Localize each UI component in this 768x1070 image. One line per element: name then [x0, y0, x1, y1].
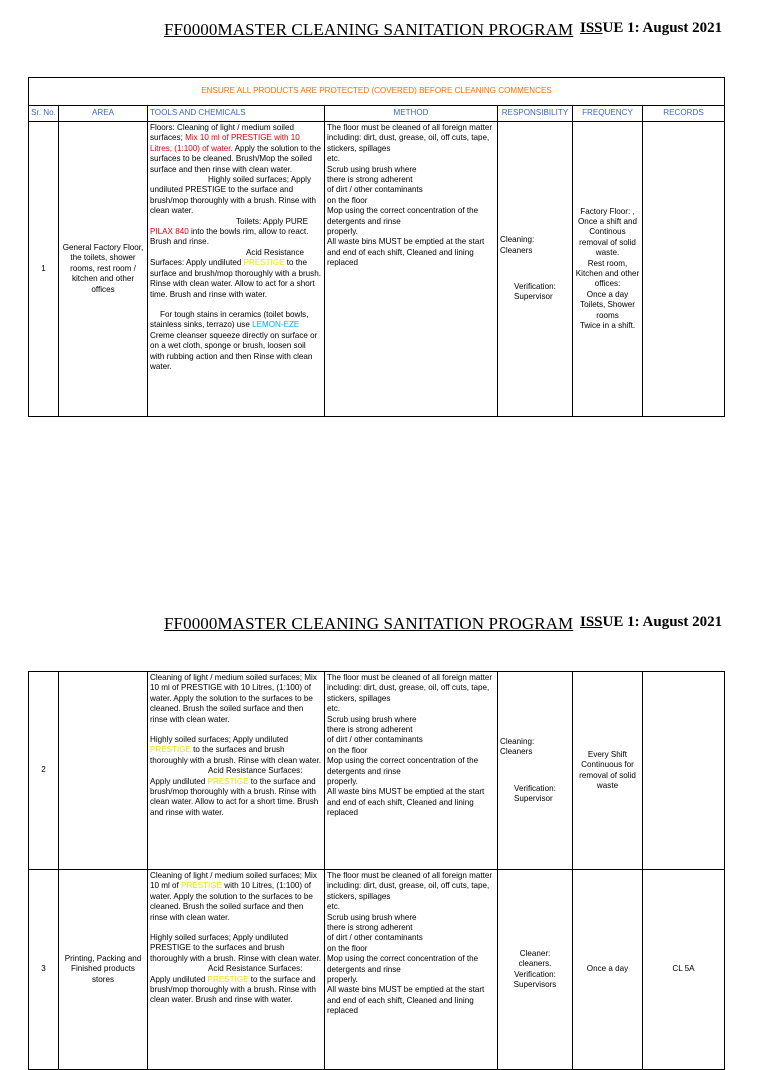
frequency-cell: Every Shift Continuous for removal of solid waste	[573, 672, 643, 870]
tools-text: Cleaning of light / medium soiled surfaces; Mix 10 ml of	[150, 871, 317, 891]
records-cell	[643, 672, 725, 870]
issue-rest: UE 1: August 2021	[602, 20, 723, 36]
tools-cell	[148, 122, 325, 417]
tools-text: to the surface and brush/mop thoroughly with a brush. Rinse with clean water. Allow to act for a short time. Brush and rinse with water.	[150, 776, 319, 817]
area-cell: General Factory Floor, the toilets, shower rooms, rest room / kitchen and other offices	[59, 122, 148, 417]
product-highlight: PRESTIGE	[181, 881, 222, 891]
tools-paragraph	[150, 766, 322, 818]
col-method: METHOD	[325, 106, 498, 122]
tools-paragraph	[150, 871, 322, 923]
sr-no-cell: 3	[29, 870, 59, 1070]
col-responsibility: RESPONSIBILITY	[498, 106, 573, 122]
issue-date	[580, 614, 722, 631]
product-highlight: PRESTIGE	[207, 776, 249, 786]
area-cell	[59, 672, 148, 870]
responsibility-cell	[498, 672, 573, 870]
tools-text: with 10 Litres, (1:100) of water. Apply the solution to the surfaces to be cleaned. Brush the soiled surface and then rinse with clean water.	[150, 881, 313, 922]
responsibility-cleaning: Cleaning: Cleaners	[500, 235, 535, 255]
col-tools: TOOLS AND CHEMICALS	[148, 106, 325, 122]
tools-text: For tough stains in ceramics (toilet bowls, stainless sinks, terrazo) use	[150, 309, 309, 330]
responsibility-verification: Verification: Supervisor	[514, 282, 556, 302]
tools-text: Creme cleanser squeeze directly on surface or on a wet cloth, sponge or brush, loosen soil with rubbing action and then Rinse with clean water.	[150, 330, 318, 371]
issue-rest: UE 1: August 2021	[602, 614, 723, 630]
method-cell: The floor must be cleaned of all foreign matter including: dirt, dust, grease, oil, off cuts, tape, stickers, spillages etc. Scrub using brush where there is strong adherent of dirt / other contaminants on the floor Mop using the correct concentration of the detergents and rinse properly. All waste bins MUST be emptied at the start and end of each shift, Cleaned and lining replaced	[325, 122, 498, 417]
product-highlight: PRESTIGE	[207, 974, 249, 984]
sr-no-cell: 1	[29, 122, 59, 417]
issue-date	[580, 20, 722, 37]
records-cell: CL 5A	[643, 870, 725, 1070]
tools-paragraph	[150, 217, 322, 248]
tools-text: Acid Resistance Surfaces: Apply undiluted	[150, 247, 305, 268]
responsibility-cell	[498, 122, 573, 417]
tools-cell	[148, 672, 325, 870]
tools-paragraph: Cleaning of light / medium soiled surfaces; Mix 10 ml of PRESTIGE with 10 Litres, (1:100) of water. Apply the solution to the surfaces to be cleaned. Brush the soiled surface and then rinse with clean water.	[150, 673, 317, 724]
frequency-cell: Factory Floor: , Once a shift and Continous removal of solid waste. Rest room, Kitchen and other offices: Once a day Toilets, Shower rooms Twice in a shift.	[573, 122, 643, 417]
tools-paragraph: Highly soiled surfaces; Apply undiluted PRESTIGE to the surfaces and brush thoroughly with a brush. Rinse with clean water.	[150, 933, 321, 963]
tools-text: Acid Resistance Surfaces: Apply undiluted	[150, 964, 303, 984]
sanitation-table-page-1	[28, 77, 725, 417]
product-highlight: PILAX 840	[150, 227, 189, 237]
tools-paragraph	[150, 248, 322, 300]
document-title: FF0000MASTER CLEANING SANITATION PROGRAM	[164, 20, 574, 39]
table-row	[29, 122, 725, 417]
col-frequency: FREQUENCY	[573, 106, 643, 122]
tools-paragraph	[150, 964, 322, 1006]
method-cell: The floor must be cleaned of all foreign matter including: dirt, dust, grease, oil, off cuts, tape, stickers, spillages etc. Scrub using brush where there is strong adherent of dirt / other contaminants on the floor Mop using the correct concentration of the detergents and rinse properly. All waste bins MUST be emptied at the start and end of each shift, Cleaned and lining replaced	[325, 672, 498, 870]
page-header	[164, 20, 724, 42]
tools-paragraph	[150, 123, 322, 175]
col-sr-no: Sr. No.	[29, 106, 59, 122]
protection-notice: ENSURE ALL PRODUCTS ARE PROTECTED (COVERED) BEFORE CLEANING COMMENCES	[29, 78, 725, 106]
area-cell: Printing, Packing and Finished products stores	[59, 870, 148, 1070]
banner-row	[29, 78, 725, 106]
method-cell: The floor must be cleaned of all foreign matter including: dirt, dust, grease, oil, off cuts, tape, stickers, spillages etc. Scrub using brush where there is strong adherent of dirt / other contaminants on the floor Mop using the correct concentration of the detergents and rinse properly. All waste bins MUST be emptied at the start and end of each shift, Cleaned and lining replaced	[325, 870, 498, 1070]
responsibility-cell: Cleaner: cleaners. Verification: Supervisors	[498, 870, 573, 1070]
table-row	[29, 870, 725, 1070]
tools-text: Apply the solution to the surfaces to be cleaned. Brush/Mop the soiled surface and then rinse with clean water.	[150, 143, 321, 174]
document-title: FF0000MASTER CLEANING SANITATION PROGRAM	[164, 614, 574, 633]
tools-text: Highly soiled surfaces; Apply undiluted	[150, 735, 289, 745]
sr-no-cell: 2	[29, 672, 59, 870]
product-highlight: PRESTIGE	[243, 258, 285, 268]
table-row	[29, 672, 725, 870]
responsibility-cleaning: Cleaning: Cleaners	[500, 736, 535, 757]
product-highlight: PRESTIGE	[150, 745, 191, 755]
dilution-highlight: Mix 10 ml of PRESTIGE with 10 Litres, (1:100) of water.	[150, 133, 300, 153]
product-highlight: LEMON-EZE	[252, 320, 300, 330]
tools-paragraph: Highly soiled surfaces; Apply undiluted PRESTIGE to the surface and brush/mop thoroughly with a brush. Rinse with clean water.	[150, 175, 317, 216]
page-header	[164, 614, 724, 636]
tools-cell	[148, 870, 325, 1070]
col-records: RECORDS	[643, 106, 725, 122]
tools-paragraph	[150, 735, 322, 766]
tools-text: into the bowls rim, allow to react. Brush and rinse.	[150, 227, 309, 247]
frequency-cell: Once a day	[573, 870, 643, 1070]
tools-text: Floors: Cleaning of light / medium soiled surfaces;	[150, 123, 294, 143]
records-cell	[643, 122, 725, 417]
column-header-row	[29, 106, 725, 122]
col-area: AREA	[59, 106, 148, 122]
tools-text: to the surfaces and brush thoroughly with a brush. Rinse with clean water.	[150, 745, 321, 765]
tools-text: to the surface and brush/mop thoroughly with a brush. Rinse with clean water. Allow to act for a short time. Brush and rinse with water.	[150, 258, 321, 299]
issue-prefix: ISS	[580, 614, 603, 630]
tools-text: Toilets: Apply PURE	[236, 216, 308, 226]
sanitation-table-page-2	[28, 671, 725, 1070]
tools-paragraph	[150, 310, 322, 372]
responsibility-verification: Verification: Supervisor	[514, 783, 556, 803]
tools-text: Acid Resistance Surfaces: Apply undiluted	[150, 766, 303, 786]
tools-text: to the surface and brush/mop thoroughly with a brush. Rinse with clean water. Brush and rinse with water.	[150, 974, 317, 1005]
issue-prefix: ISS	[580, 20, 603, 36]
